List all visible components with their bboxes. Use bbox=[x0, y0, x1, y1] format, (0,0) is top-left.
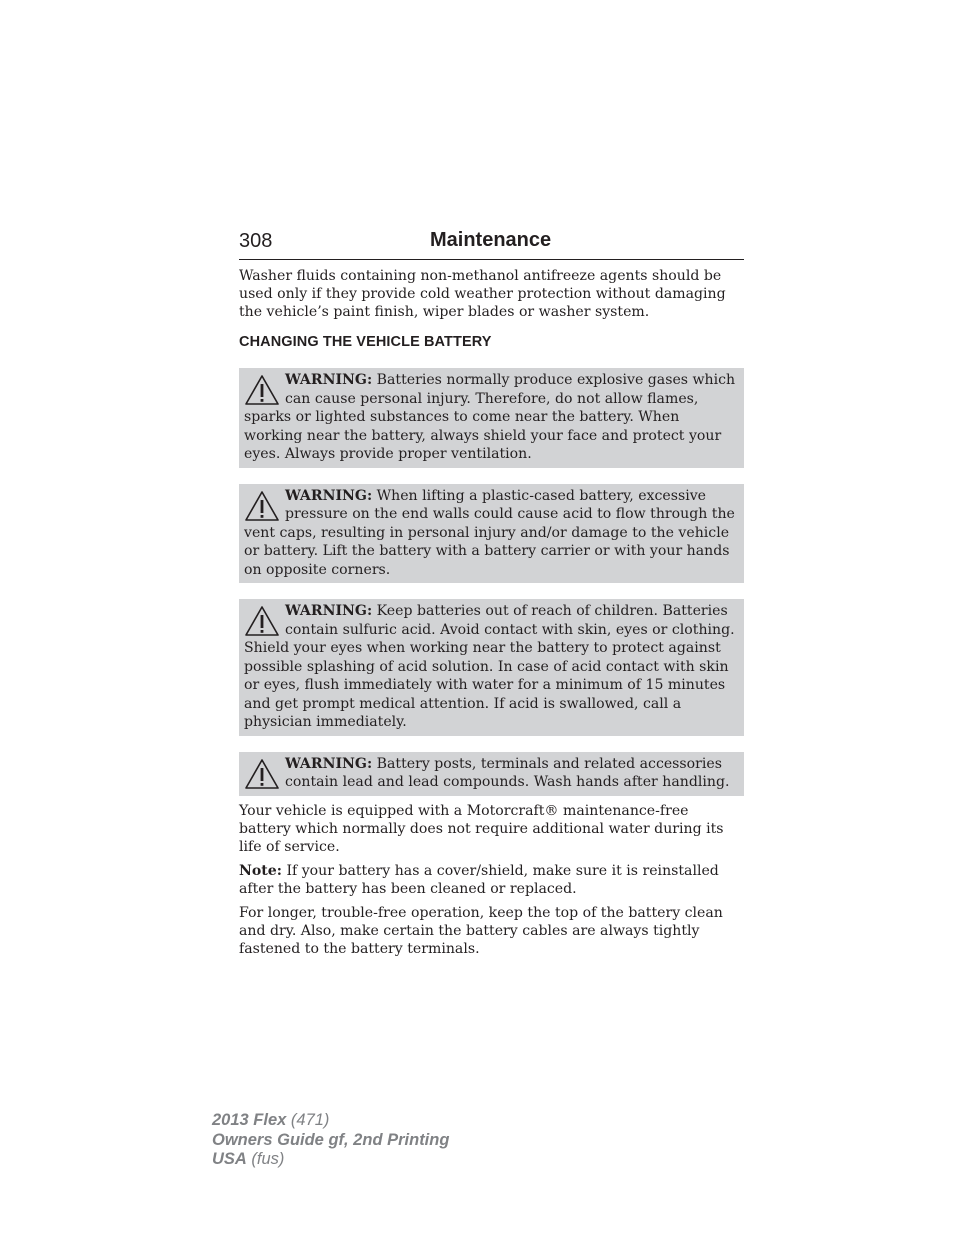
warning-box bbox=[239, 368, 744, 468]
warning-box bbox=[239, 599, 744, 736]
note-text: If your battery has a cover/shield, make sure it is reinstalled after the battery has been cleaned or replaced. bbox=[239, 862, 719, 897]
footer-line-guide bbox=[212, 1131, 449, 1151]
warning-triangle-icon bbox=[243, 604, 281, 638]
note-label: Note: bbox=[239, 862, 282, 879]
footer-market-code: (fus) bbox=[246, 1150, 285, 1168]
intro-paragraph: Washer fluids containing non-methanol antifreeze agents should be used only if they provide cold weather protection without damaging the vehicle’s paint finish, wiper blades or washer system. bbox=[239, 268, 726, 320]
footer-market: USA bbox=[212, 1150, 247, 1168]
warning-text: When lifting a plastic-cased battery, excessive pressure on the end walls could cause acid to flow through the vent caps, resulting in personal injury and/or damage to the vehicle or battery. Lift the battery with a battery carrier or with your hands on opposite corners. bbox=[244, 487, 735, 578]
warning-box bbox=[239, 484, 744, 584]
footer-line-market bbox=[212, 1150, 449, 1170]
footer-model: 2013 Flex bbox=[212, 1111, 287, 1129]
warning-label: WARNING: bbox=[285, 755, 373, 772]
warning-box bbox=[239, 752, 744, 796]
warning-text: Keep batteries out of reach of children. Batteries contain sulfuric acid. Avoid contact with skin, eyes or clothing. Shield your eyes when working near the battery to protect against possible splashing of acid solution. In case of acid contact with skin or eyes, flush immediately with water for a minimum of 15 minutes and get prompt medical attention. If acid is swallowed, call a physician immediately. bbox=[244, 603, 735, 730]
maintenance-paragraph: For longer, trouble-free operation, keep the top of the battery clean and dry. Also, make certain the battery cables are always tightly fastened to the battery terminals. bbox=[239, 904, 723, 957]
warning-label: WARNING: bbox=[285, 372, 373, 388]
footer-model-code: (471) bbox=[286, 1111, 330, 1129]
motorcraft-paragraph: Your vehicle is equipped with a Motorcraft® maintenance-free battery which normally does not require additional water during its life of service. bbox=[239, 802, 724, 855]
warning-triangle-icon bbox=[243, 489, 281, 523]
note-paragraph bbox=[239, 862, 744, 898]
footer-line-model bbox=[212, 1111, 449, 1131]
chapter-title: Maintenance bbox=[430, 229, 552, 251]
warning-text: Battery posts, terminals and related accessories contain lead and lead compounds. Wash hands after handling. bbox=[285, 755, 730, 790]
page-header bbox=[239, 228, 744, 260]
warning-triangle-icon bbox=[243, 757, 281, 791]
section-heading: CHANGING THE VEHICLE BATTERY bbox=[239, 334, 492, 350]
warning-label: WARNING: bbox=[285, 603, 373, 619]
page-content bbox=[239, 267, 744, 964]
page-number: 308 bbox=[239, 230, 273, 252]
warning-text: Batteries normally produce explosive gases which can cause personal injury. Therefore, do not allow flames, sparks or lighted substances to come near the battery. When working near the battery, always shield your face and protect your eyes. Always provide proper ventilation. bbox=[244, 372, 736, 462]
warning-label: WARNING: bbox=[285, 487, 373, 504]
page-footer bbox=[212, 1111, 449, 1170]
warning-triangle-icon bbox=[243, 373, 281, 407]
footer-guide: Owners Guide gf, 2nd Printing bbox=[212, 1130, 450, 1149]
